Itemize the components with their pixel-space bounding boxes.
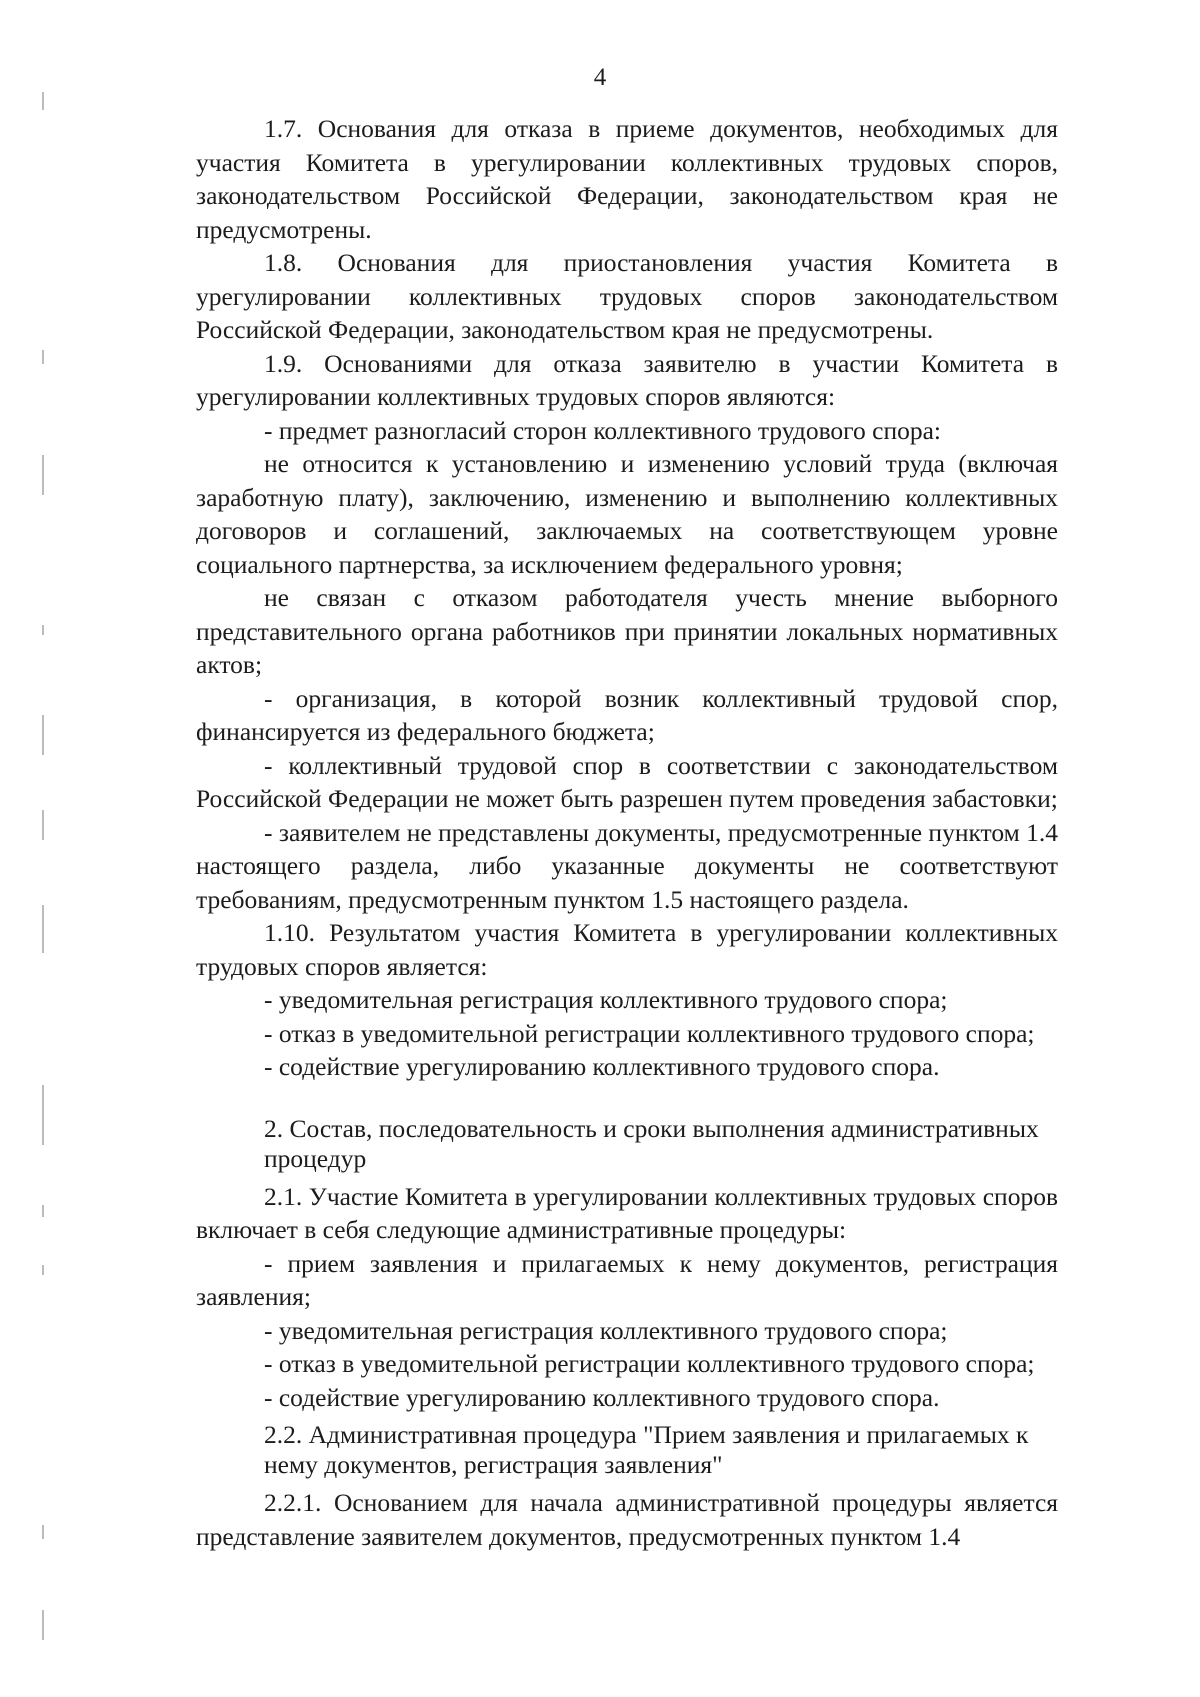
list-item-dispute-subject: - предмет разногласий сторон коллективного трудового спора: [264,415,941,445]
scan-edge-marks [34,0,54,1697]
section-2-2-heading: 2.2. Административная процедура "Прием заявления и прилагаемых к нему документов, регистрация заявления" [264,1420,1029,1479]
list-item-labor-conditions: не относится к установлению и изменению условий труда (включая заработную плату), заключению, изменению и выполнению коллективных договоров и соглашений, заключаемых на соответствующем уровне социального партнерства, за исключением федерального уровня; [196,449,1058,579]
list-item-documents: - заявителем не представлены документы, предусмотренные пунктом 1.4 настоящего раздела, либо указанные документы не соответствуют требованиям, предусмотренным пунктом 1.5 настоящего раздела. [196,817,1058,914]
list-item-notification-registration-2: - уведомительная регистрация коллективного трудового спора; [264,1315,948,1345]
list-item-application-intake: - прием заявления и прилагаемых к нему документов, регистрация заявления; [196,1248,1058,1311]
list-item-federal-budget: - организация, в которой возник коллективный трудовой спор, финансируется из федерального бюджета; [196,683,1058,746]
list-item-strike: - коллективный трудовой спор в соответствии с законодательством Российской Федерации не может быть разрешен путем проведения забастовки; [196,750,1058,813]
paragraph-1-8: 1.8. Основания для приостановления участия Комитета в урегулировании коллективных трудовых споров законодательством Российской Федерации, законодательством края не предусмотрены. [196,248,1058,344]
list-item-settlement-assistance: - содействие урегулированию коллективного трудового спора. [264,1052,940,1081]
paragraph-1-10: 1.10. Результатом участия Комитета в урегулировании коллективных трудовых споров является: [196,918,1058,981]
list-item-notification-registration: - уведомительная регистрация коллективного трудового спора; [264,985,948,1014]
paragraph-2-1: 2.1. Участие Комитета в урегулировании коллективных трудовых споров включает в себя следующие административные процедуры: [196,1181,1058,1244]
section-2-heading: 2. Состав, последовательность и сроки выполнения административных процедур [264,1113,1039,1173]
paragraph-1-9: 1.9. Основаниями для отказа заявителю в участии Комитета в урегулировании коллективных трудовых споров являются: [196,348,1058,411]
page-number: 4 [593,64,607,91]
paragraph-1-7: 1.7. Основания для отказа в приеме документов, необходимых для участия Комитета в урегулировании коллективных трудовых споров, законодательством Российской Федерации, законодательством края не предусмотрены. [196,114,1058,244]
list-item-settlement-assistance-2: - содействие урегулированию коллективного трудового спора. [264,1382,940,1412]
list-item-registration-refusal-2: - отказ в уведомительной регистрации коллективного трудового спора; [264,1349,1035,1378]
list-item-employer-refusal: не связан с отказом работодателя учесть мнение выборного представительного органа работников при принятии локальных нормативных актов; [196,583,1058,679]
document-body [196,112,1058,1553]
list-item-registration-refusal: - отказ в уведомительной регистрации коллективного трудового спора; [264,1018,1035,1048]
paragraph-2-2-1: 2.2.1. Основанием для начала административной процедуры является представление заявителем документов, предусмотренных пунктом 1.4 [196,1488,1058,1551]
